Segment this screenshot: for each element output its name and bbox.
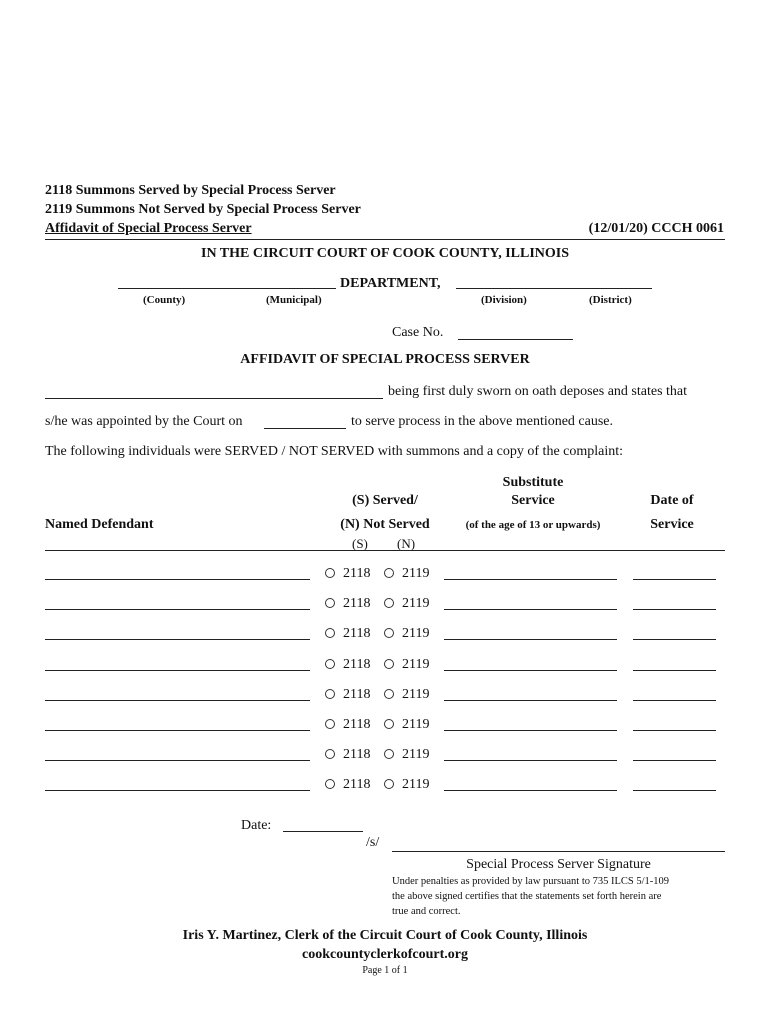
signature-label: Special Process Server Signature	[466, 857, 651, 872]
s-label: /s/	[366, 835, 380, 850]
court-title: IN THE CIRCUIT COURT OF COOK COUNTY, ILLINOIS	[201, 246, 569, 261]
header-rule	[45, 239, 725, 240]
not-served-radio[interactable]	[384, 657, 429, 673]
defendant-name-field[interactable]	[45, 609, 310, 610]
date-of-service-field[interactable]	[633, 639, 716, 640]
table-header-rule	[45, 550, 725, 551]
date-of-service-field[interactable]	[633, 609, 716, 610]
date-field[interactable]	[283, 831, 363, 832]
not-served-option-label: 2119	[402, 657, 430, 672]
date-of-service-field[interactable]	[633, 760, 716, 761]
date-of-service-field[interactable]	[633, 790, 716, 791]
defendant-name-field[interactable]	[45, 700, 310, 701]
col-substitute-3: (of the age of 13 or upwards)	[465, 519, 601, 531]
served-radio[interactable]	[325, 657, 370, 673]
date-of-service-field[interactable]	[633, 579, 716, 580]
served-option-label: 2118	[343, 717, 371, 732]
county-municipal-field[interactable]	[118, 288, 336, 289]
served-radio[interactable]	[325, 626, 370, 642]
defendant-name-field[interactable]	[45, 790, 310, 791]
not-served-radio[interactable]	[384, 596, 429, 612]
radio-circle-icon[interactable]	[325, 598, 335, 608]
affidavit-title: AFFIDAVIT OF SPECIAL PROCESS SERVER	[240, 352, 530, 367]
form-header-line-2: 2119 Summons Not Served by Special Process Server	[45, 202, 361, 217]
radio-circle-icon[interactable]	[325, 628, 335, 638]
served-radio[interactable]	[325, 777, 370, 793]
col-date-2: Service	[650, 517, 694, 532]
form-header-line-3: Affidavit of Special Process Server	[45, 221, 252, 236]
defendant-name-field[interactable]	[45, 730, 310, 731]
server-name-field[interactable]	[45, 398, 383, 399]
division-district-field[interactable]	[456, 288, 652, 289]
defendant-name-field[interactable]	[45, 670, 310, 671]
radio-circle-icon[interactable]	[384, 719, 394, 729]
served-radio[interactable]	[325, 566, 370, 582]
radio-circle-icon[interactable]	[325, 568, 335, 578]
served-radio[interactable]	[325, 596, 370, 612]
not-served-radio[interactable]	[384, 747, 429, 763]
not-served-radio[interactable]	[384, 777, 429, 793]
county-label: (County)	[143, 294, 186, 306]
case-no-label: Case No.	[392, 325, 444, 340]
not-served-option-label: 2119	[402, 626, 430, 641]
date-of-service-field[interactable]	[633, 700, 716, 701]
defendant-name-field[interactable]	[45, 579, 310, 580]
served-option-label: 2118	[343, 596, 371, 611]
served-option-label: 2118	[343, 657, 371, 672]
substitute-service-field[interactable]	[444, 790, 617, 791]
not-served-radio[interactable]	[384, 687, 429, 703]
date-of-service-field[interactable]	[633, 730, 716, 731]
served-radio[interactable]	[325, 687, 370, 703]
not-served-radio[interactable]	[384, 626, 429, 642]
col-substitute-1: Substitute	[502, 475, 564, 490]
radio-circle-icon[interactable]	[384, 659, 394, 669]
radio-circle-icon[interactable]	[325, 689, 335, 699]
col-n: (N)	[397, 536, 416, 551]
appointed-prefix: s/he was appointed by the Court on	[45, 414, 243, 429]
served-option-label: 2118	[343, 777, 371, 792]
penalty-line-2: the above signed certifies that the statements set forth herein are	[392, 891, 662, 902]
date-of-service-field[interactable]	[633, 670, 716, 671]
substitute-service-field[interactable]	[444, 670, 617, 671]
substitute-service-field[interactable]	[444, 639, 617, 640]
signature-field[interactable]	[392, 851, 725, 852]
page-number: Page 1 of 1	[362, 965, 408, 976]
served-option-label: 2118	[343, 747, 371, 762]
date-label: Date:	[241, 818, 272, 833]
col-date-1: Date of	[650, 493, 694, 508]
substitute-service-field[interactable]	[444, 760, 617, 761]
col-s: (S)	[352, 536, 368, 551]
radio-circle-icon[interactable]	[325, 749, 335, 759]
substitute-service-field[interactable]	[444, 730, 617, 731]
substitute-service-field[interactable]	[444, 700, 617, 701]
clerk-website: cookcountyclerkofcourt.org	[301, 947, 469, 962]
served-option-label: 2118	[343, 687, 371, 702]
defendant-name-field[interactable]	[45, 760, 310, 761]
division-label: (Division)	[481, 294, 527, 306]
not-served-option-label: 2119	[402, 747, 430, 762]
served-radio[interactable]	[325, 747, 370, 763]
not-served-option-label: 2119	[402, 566, 430, 581]
appointed-date-field[interactable]	[264, 428, 346, 429]
sworn-text: being first duly sworn on oath deposes and states that	[388, 384, 688, 399]
department-label: DEPARTMENT,	[340, 276, 441, 291]
district-label: (District)	[589, 294, 632, 306]
radio-circle-icon[interactable]	[384, 749, 394, 759]
col-named-defendant: Named Defendant	[45, 517, 154, 532]
served-option-label: 2118	[343, 566, 371, 581]
not-served-option-label: 2119	[402, 687, 430, 702]
col-substitute-2: Service	[511, 493, 555, 508]
not-served-option-label: 2119	[402, 717, 430, 732]
served-radio[interactable]	[325, 717, 370, 733]
col-served-1: (S) Served/	[352, 493, 418, 508]
following-text: The following individuals were SERVED / NOT SERVED with summons and a copy of the complaint:	[45, 444, 624, 459]
radio-circle-icon[interactable]	[384, 598, 394, 608]
radio-circle-icon[interactable]	[384, 628, 394, 638]
substitute-service-field[interactable]	[444, 609, 617, 610]
penalty-line-1: Under penalties as provided by law pursuant to 735 ILCS 5/1-109	[392, 876, 670, 887]
served-option-label: 2118	[343, 626, 371, 641]
not-served-radio[interactable]	[384, 717, 429, 733]
col-served-2: (N) Not Served	[340, 517, 430, 532]
form-code: (12/01/20) CCCH 0061	[588, 221, 724, 236]
defendant-name-field[interactable]	[45, 639, 310, 640]
municipal-label: (Municipal)	[266, 294, 322, 306]
not-served-radio[interactable]	[384, 566, 429, 582]
penalty-line-3: true and correct.	[392, 906, 461, 917]
radio-circle-icon[interactable]	[325, 659, 335, 669]
clerk-name: Iris Y. Martinez, Clerk of the Circuit Court of Cook County, Illinois	[182, 928, 588, 943]
radio-circle-icon[interactable]	[325, 779, 335, 789]
radio-circle-icon[interactable]	[384, 779, 394, 789]
appointed-suffix: to serve process in the above mentioned cause.	[351, 414, 614, 429]
not-served-option-label: 2119	[402, 596, 430, 611]
radio-circle-icon[interactable]	[384, 689, 394, 699]
form-header-line-1: 2118 Summons Served by Special Process Server	[45, 183, 336, 198]
case-no-field[interactable]	[458, 339, 573, 340]
substitute-service-field[interactable]	[444, 579, 617, 580]
not-served-option-label: 2119	[402, 777, 430, 792]
radio-circle-icon[interactable]	[325, 719, 335, 729]
radio-circle-icon[interactable]	[384, 568, 394, 578]
